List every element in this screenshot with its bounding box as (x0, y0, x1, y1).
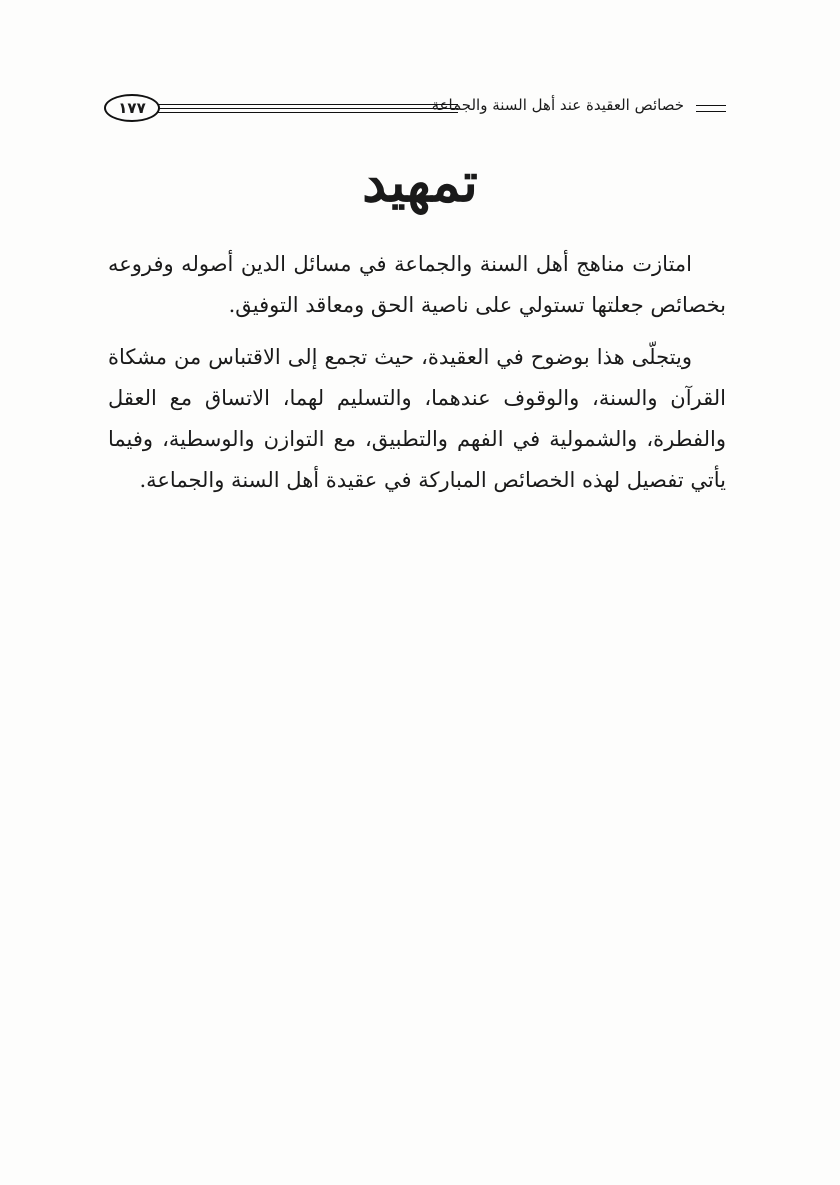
header-rule (158, 108, 458, 109)
page-number: ١٧٧ (104, 94, 160, 122)
chapter-title: تمهيد (362, 150, 478, 214)
header-rule (158, 112, 458, 113)
paragraph: امتازت مناهج أهل السنة والجماعة في مسائل الدين أصوله وفروعه بخصائص جعلتها تستولي على ناصية الحق ومعاقد التوفيق. (108, 252, 726, 317)
header-rule (158, 104, 458, 105)
body-text (108, 244, 726, 512)
running-title: خصائص العقيدة عند أهل السنة والجماعة (431, 96, 684, 114)
running-header (104, 92, 724, 128)
header-dash (696, 105, 726, 106)
header-dash (696, 111, 726, 112)
paragraph: ويتجلّى هذا بوضوح في العقيدة، حيث تجمع إلى الاقتباس من مشكاة القرآن والسنة، والوقوف عندهما، والتسليم لهما، الاتساق مع العقل والفطرة، والشمولية في الفهم والتطبيق، مع التوازن والوسطية، وفيما يأتي تفصيل لهذه الخصائص المباركة في عقيدة أهل السنة والجماعة. (108, 345, 726, 492)
